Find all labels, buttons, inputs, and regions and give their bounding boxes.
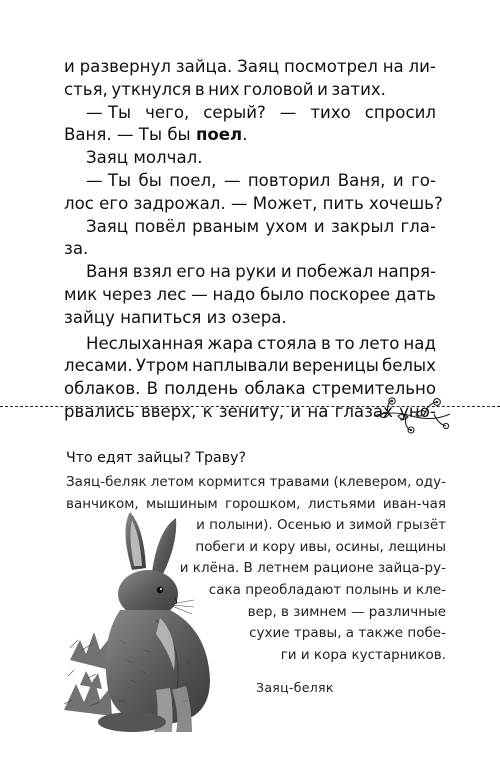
word: и: [280, 262, 292, 282]
word: и: [290, 401, 302, 421]
word: —: [223, 170, 241, 190]
story-line: [64, 79, 386, 102]
story-line: [64, 147, 436, 170]
story-line: [64, 355, 436, 378]
word: листьями: [307, 495, 376, 512]
word: полдень: [164, 379, 239, 399]
word: облаков.: [64, 379, 141, 399]
text: Ваня. — Ты бы: [64, 125, 191, 145]
word: стремительно: [311, 379, 436, 399]
word: жара: [207, 333, 254, 353]
word: травами: [269, 474, 330, 490]
word: вверх,: [140, 401, 197, 421]
word: гла-: [400, 216, 436, 236]
word: закрыл: [330, 216, 395, 236]
info-line: и клёна. В летнем рационе зайца-ру-: [179, 560, 446, 577]
word: горошком,: [225, 495, 301, 512]
word: побежал: [296, 262, 374, 282]
info-line: и полыни). Осенью и зимой грызёт: [196, 517, 446, 534]
story-line: [64, 56, 436, 79]
word: ухом: [265, 216, 308, 236]
word: уно-: [399, 401, 436, 421]
word: кормится: [198, 474, 266, 490]
word: на: [382, 57, 404, 76]
word: повторил: [247, 170, 331, 190]
word: мик: [64, 284, 98, 304]
word: лето: [358, 333, 400, 353]
word: глазах: [334, 401, 393, 421]
hare-illustration: [60, 510, 260, 740]
text: зайцу напиться из озера.: [64, 307, 287, 327]
word: через: [102, 284, 152, 304]
word: поел,: [169, 170, 217, 190]
word: вереницы: [292, 356, 379, 376]
word: взял: [132, 262, 172, 282]
info-title: Что едят зайцы? Траву?: [66, 450, 247, 466]
story-line: [64, 333, 436, 356]
word: них: [208, 79, 240, 99]
word: в: [194, 79, 205, 99]
story-line: [64, 238, 436, 261]
text: за.: [64, 239, 89, 259]
word: к: [202, 401, 213, 421]
word: на: [209, 262, 231, 282]
word: го-: [411, 170, 436, 190]
word: ли-: [408, 57, 436, 76]
story-line: [64, 284, 436, 307]
text: Заяц молчал.: [86, 148, 203, 168]
word: и: [317, 79, 328, 99]
word: иван-чая: [382, 495, 446, 512]
word: развернул: [79, 57, 171, 76]
word: и: [392, 170, 404, 190]
story-line: Ваня. — Ты бы поел.: [64, 125, 248, 145]
story-line: [64, 261, 436, 284]
word: тихо: [310, 102, 351, 122]
word: зайца.: [175, 57, 233, 76]
word: лес: [156, 284, 187, 304]
word: серый?: [203, 102, 266, 122]
text: лос его задрожал. — Может, пить хочешь?: [64, 193, 443, 213]
word: напря-: [377, 262, 436, 282]
word: и: [64, 57, 75, 76]
story-line: [64, 216, 436, 239]
word: Заяц: [86, 216, 129, 236]
word: уткнулся: [111, 79, 192, 99]
word: головой: [243, 79, 314, 99]
word: рвались: [64, 401, 135, 421]
word: посмотрел: [284, 57, 378, 76]
word: повёл: [134, 216, 186, 236]
word: затих.: [331, 79, 386, 99]
info-line: [66, 472, 446, 494]
word: рваным: [192, 216, 260, 236]
word: стья,: [64, 79, 108, 99]
word: на: [307, 401, 329, 421]
word: в: [321, 333, 331, 353]
word: Ваня,: [337, 170, 386, 190]
word: — Ты: [86, 170, 132, 190]
word: —: [279, 102, 297, 122]
info-line: побеги и кору ивы, осины, лещины: [195, 538, 446, 555]
word: чего,: [145, 102, 190, 122]
word: дать: [394, 284, 436, 304]
info-line: вер, в зимнем — различные: [247, 603, 446, 620]
word: наплывали: [191, 356, 289, 376]
word: летом: [150, 474, 194, 490]
info-line: сака преобладают полынь и кле-: [208, 581, 446, 598]
word: спросил: [364, 102, 436, 122]
word: облака: [244, 379, 306, 399]
word: руки: [235, 262, 277, 282]
story-line: [64, 307, 436, 330]
story-line: [64, 193, 443, 216]
flower-ornament-icon: [372, 396, 452, 436]
word: оду-: [415, 474, 446, 490]
info-line: ги и кора кустарников.: [280, 646, 446, 663]
word: было: [259, 284, 305, 304]
word: Заяц-беляк: [66, 474, 147, 490]
word: то: [334, 333, 355, 353]
image-caption: Заяц-беляк: [256, 680, 334, 695]
word: — Ты: [86, 102, 132, 122]
story-text: [64, 56, 443, 424]
word: (клевером,: [333, 474, 412, 490]
word: поскорее: [308, 284, 391, 304]
bold-word: поел: [195, 125, 243, 145]
word: белых: [381, 356, 436, 376]
word: зениту,: [218, 401, 285, 421]
story-line: [64, 170, 436, 193]
word: Ваня: [86, 262, 129, 282]
word: стояла: [257, 333, 317, 353]
word: —: [191, 284, 208, 304]
word: Неслыханная: [86, 333, 204, 353]
word: Утром: [135, 356, 189, 376]
word: В: [146, 379, 158, 399]
word: надо: [212, 284, 256, 304]
word: мышиным: [146, 495, 218, 512]
word: Заяц: [237, 57, 280, 76]
info-line: сухие травы, а также побе-: [249, 625, 446, 642]
word: лесами.: [64, 356, 133, 376]
word: бы: [138, 170, 162, 190]
word: ванчиком,: [66, 495, 139, 512]
story-line: [64, 102, 436, 125]
word: над: [403, 333, 436, 353]
word: его: [176, 262, 206, 282]
word: и: [313, 216, 325, 236]
